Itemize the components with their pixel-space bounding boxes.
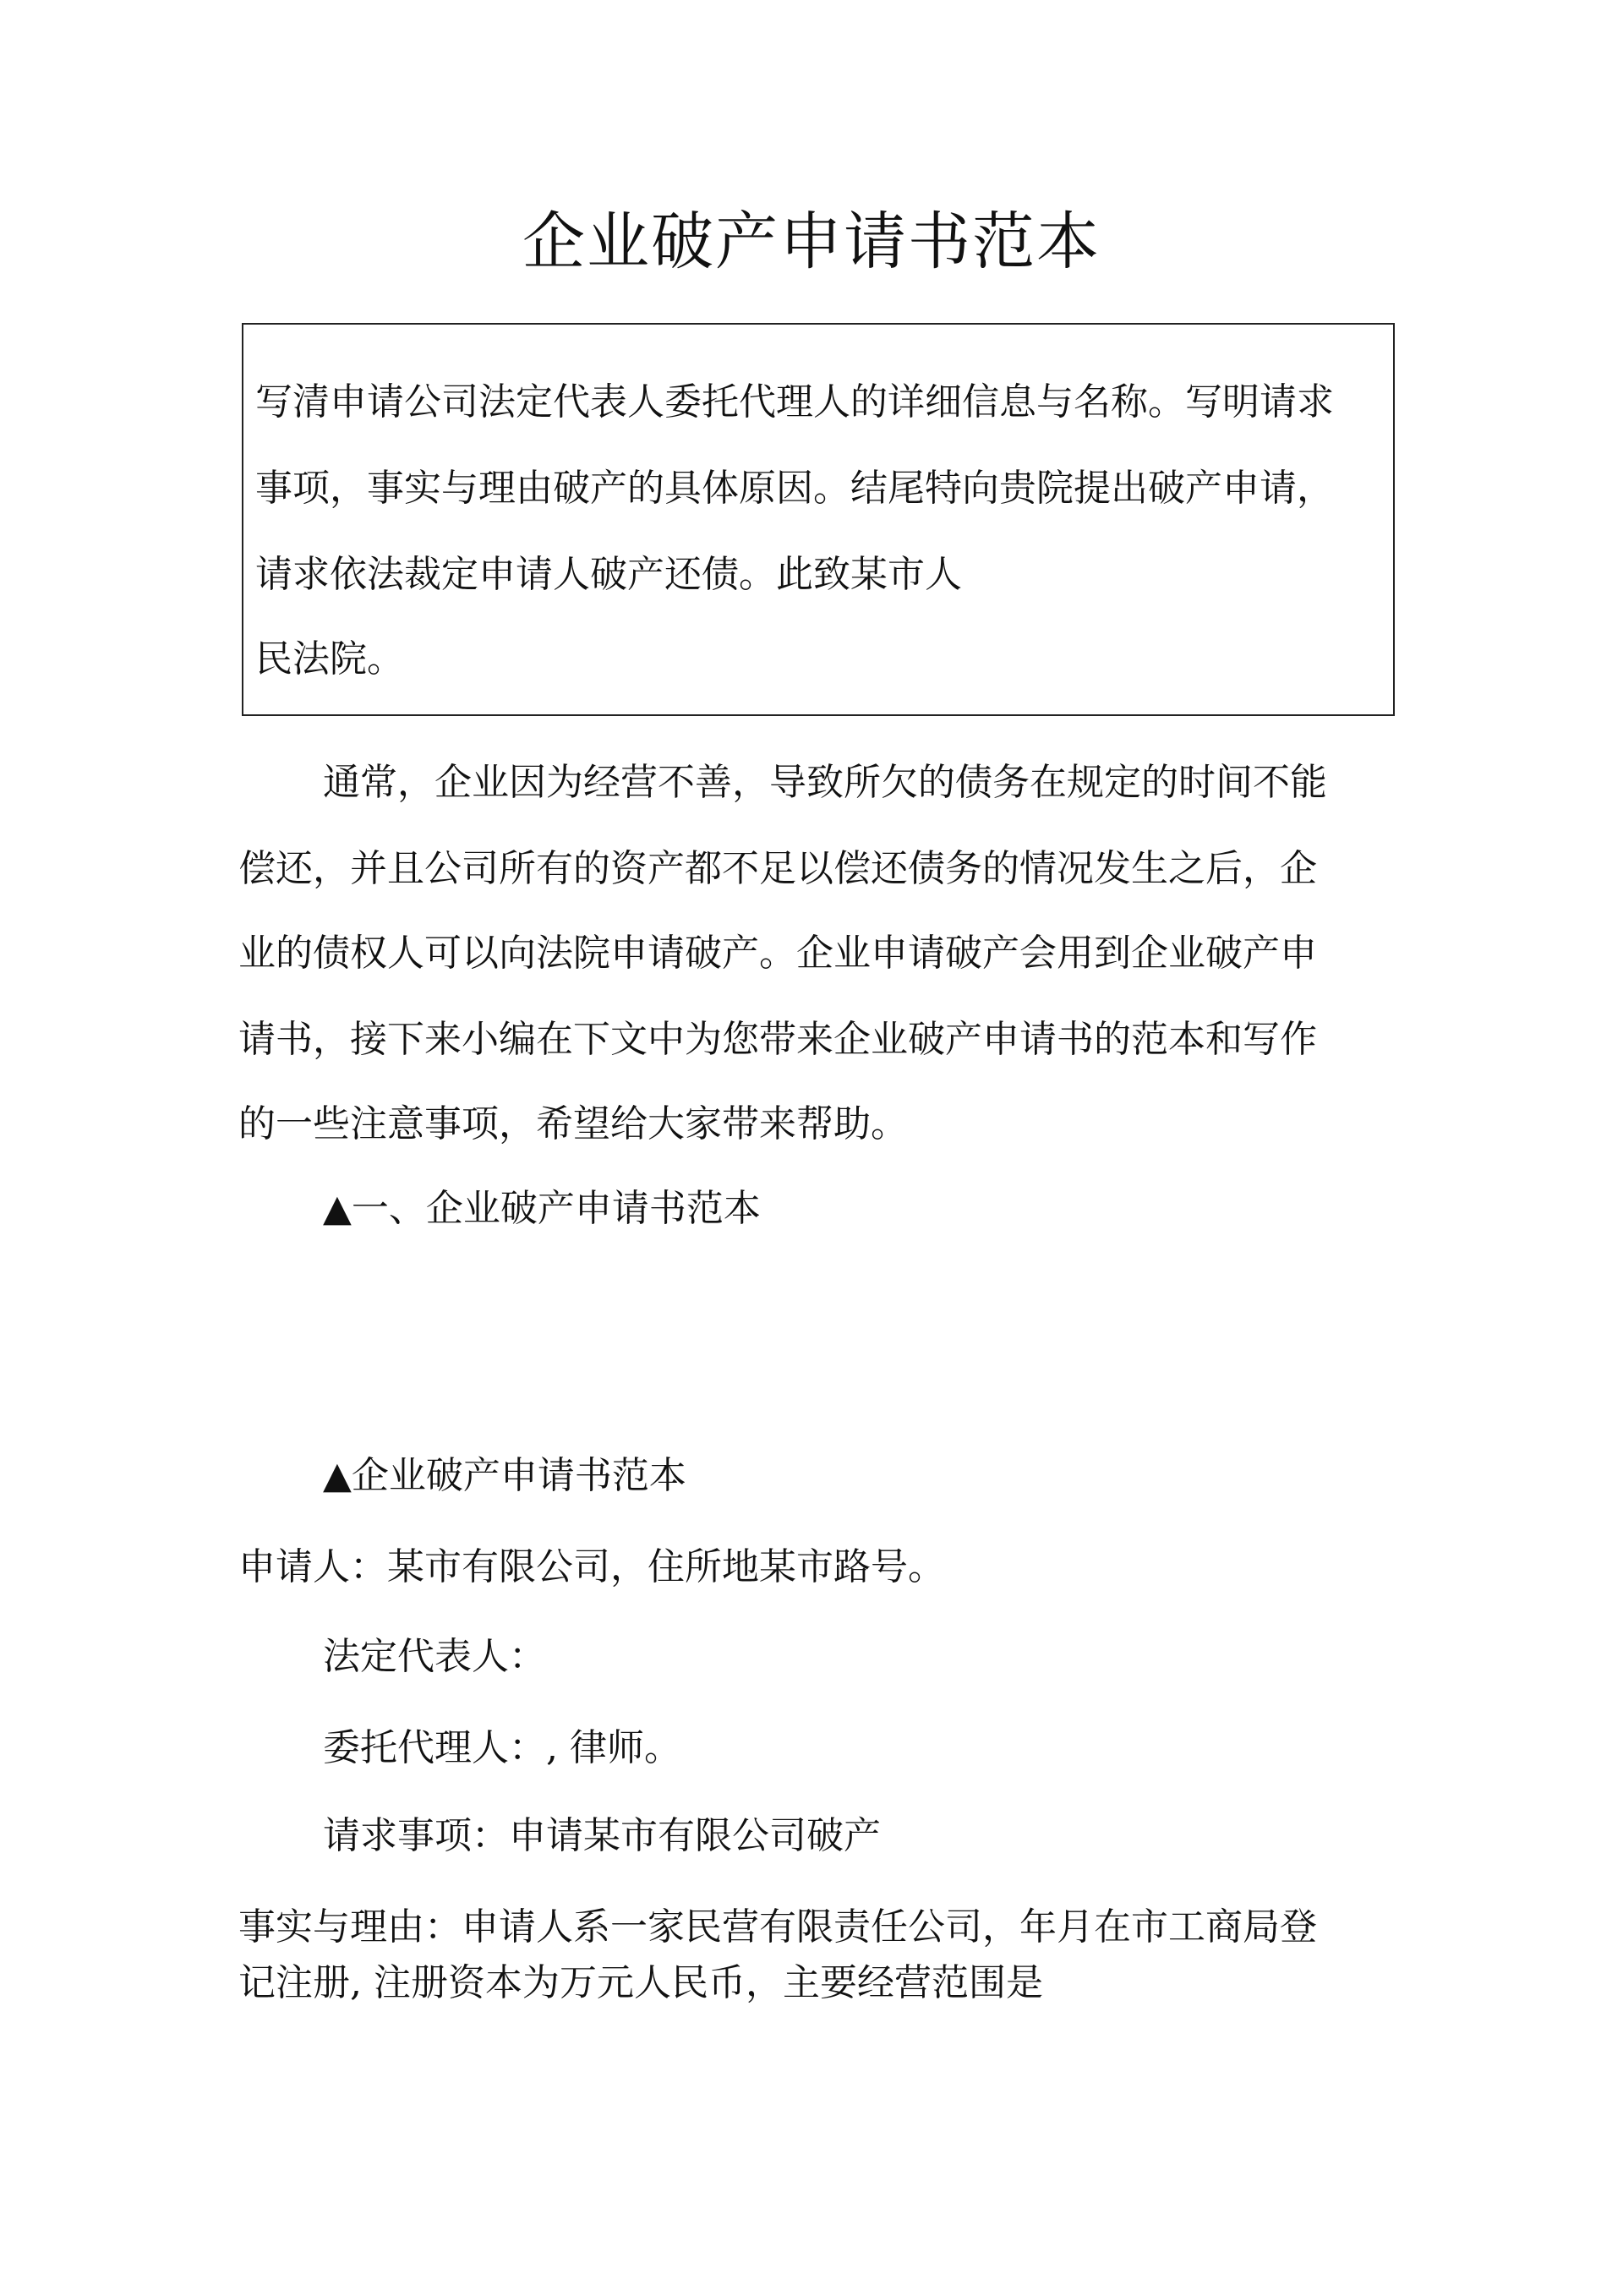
summary-box	[242, 323, 1395, 716]
intro-line: 请书，接下来小编在下文中为您带来企业破产申请书的范本和写作	[238, 1018, 1317, 1061]
section-heading: ▲企业破产申请书范本	[323, 1454, 686, 1497]
intro-line: 通常，企业因为经营不善，导致所欠的债务在规定的时间不能	[323, 761, 1327, 804]
summary-line: 写清申请公司法定代表人委托代理人的详细信息与名称。写明请求	[255, 380, 1334, 424]
facts-line: 记注册, 注册资本为万元人民币，主要经营范围是	[238, 1961, 1043, 2004]
intro-line: 业的债权人可以向法院申请破产。企业申请破产会用到企业破产申	[238, 932, 1317, 975]
request-line: 请求事项：申请某市有限公司破产	[323, 1814, 881, 1857]
legal-rep-line: 法定代表人：	[323, 1635, 546, 1678]
section-heading: ▲一、企业破产申请书范本	[323, 1187, 761, 1230]
summary-line: 民法院。	[255, 637, 404, 681]
agent-line: 委托代理人：, 律师。	[323, 1726, 681, 1769]
summary-line: 事项，事实与理由破产的具体原因。结尾特向贵院提出破产申请，	[255, 467, 1334, 510]
summary-line: 请求依法裁定申请人破产还债。此致某市人	[255, 553, 962, 596]
document-title: 企业破产申请书范本	[522, 205, 1101, 278]
intro-line: 的一些注意事项，希望给大家带来帮助。	[238, 1102, 908, 1145]
facts-line: 事实与理由：申请人系一家民营有限责任公司，年月在市工商局登	[238, 1905, 1317, 1949]
intro-line: 偿还，并且公司所有的资产都不足以偿还债务的情况发生之后，企	[238, 847, 1317, 890]
applicant-line: 申请人：某市有限公司，住所地某市路号。	[238, 1545, 945, 1588]
